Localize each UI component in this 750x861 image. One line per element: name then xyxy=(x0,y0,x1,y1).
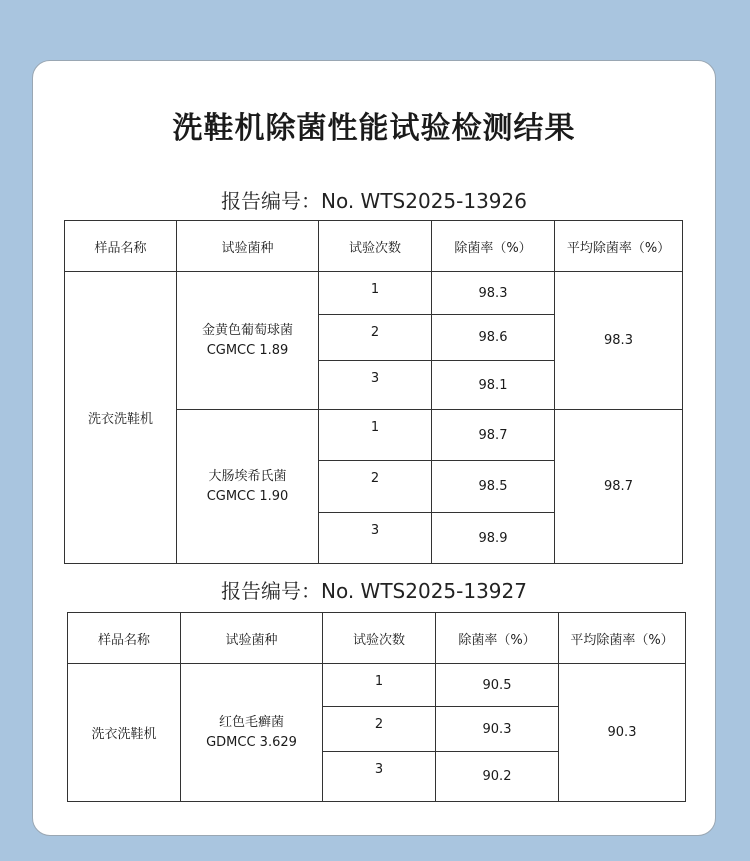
sample-cell: 洗衣洗鞋机 xyxy=(65,272,177,564)
run-cell: 3 xyxy=(319,513,432,564)
average-cell: 98.7 xyxy=(555,410,683,564)
header-rate: 除菌率（%） xyxy=(436,613,559,664)
rate-cell: 98.1 xyxy=(432,361,555,410)
rate-cell: 98.5 xyxy=(432,461,555,513)
table-row xyxy=(68,664,686,707)
strain-cell xyxy=(177,410,319,564)
header-average: 平均除菌率（%） xyxy=(555,221,683,272)
run-cell: 2 xyxy=(319,315,432,361)
rate-cell: 98.9 xyxy=(432,513,555,564)
table-header-row xyxy=(65,221,683,272)
result-table-1 xyxy=(64,220,683,564)
strain-name: 红色毛癣菌 xyxy=(218,714,284,730)
run-cell: 1 xyxy=(323,664,436,707)
sample-cell: 洗衣洗鞋机 xyxy=(68,664,181,802)
rate-cell: 98.6 xyxy=(432,315,555,361)
run-cell: 2 xyxy=(319,461,432,513)
report-number-2: 报告编号：No. WTS2025-13927 xyxy=(221,579,527,603)
run-cell: 1 xyxy=(319,410,432,461)
header-average: 平均除菌率（%） xyxy=(559,613,686,664)
rate-cell: 98.3 xyxy=(432,272,555,315)
strain-name: 大肠埃希氏菌 xyxy=(208,468,287,484)
header-strain: 试验菌种 xyxy=(177,221,319,272)
header-sample: 样品名称 xyxy=(68,613,181,664)
header-sample: 样品名称 xyxy=(65,221,177,272)
strain-cell xyxy=(177,272,319,410)
strain-code: GDMCC 3.629 xyxy=(206,734,297,750)
rate-cell: 90.5 xyxy=(436,664,559,707)
page-title: 洗鞋机除菌性能试验检测结果 xyxy=(172,111,576,146)
report-number-1: 报告编号：No. WTS2025-13926 xyxy=(221,189,527,213)
run-cell: 3 xyxy=(319,361,432,410)
strain-cell xyxy=(181,664,323,802)
header-rate: 除菌率（%） xyxy=(432,221,555,272)
rate-cell: 90.2 xyxy=(436,752,559,802)
average-cell: 90.3 xyxy=(559,664,686,802)
average-cell: 98.3 xyxy=(555,272,683,410)
run-cell: 1 xyxy=(319,272,432,315)
header-runs: 试验次数 xyxy=(319,221,432,272)
run-cell: 2 xyxy=(323,707,436,752)
strain-code: CGMCC 1.90 xyxy=(206,488,289,504)
run-cell: 3 xyxy=(323,752,436,802)
header-runs: 试验次数 xyxy=(323,613,436,664)
result-table-2 xyxy=(67,612,686,802)
header-strain: 试验菌种 xyxy=(181,613,323,664)
result-card xyxy=(32,60,716,836)
table-row xyxy=(65,272,683,315)
rate-cell: 98.7 xyxy=(432,410,555,461)
rate-cell: 90.3 xyxy=(436,707,559,752)
strain-code: CGMCC 1.89 xyxy=(206,342,289,358)
table-header-row xyxy=(68,613,686,664)
strain-name: 金黄色葡萄球菌 xyxy=(201,322,293,338)
